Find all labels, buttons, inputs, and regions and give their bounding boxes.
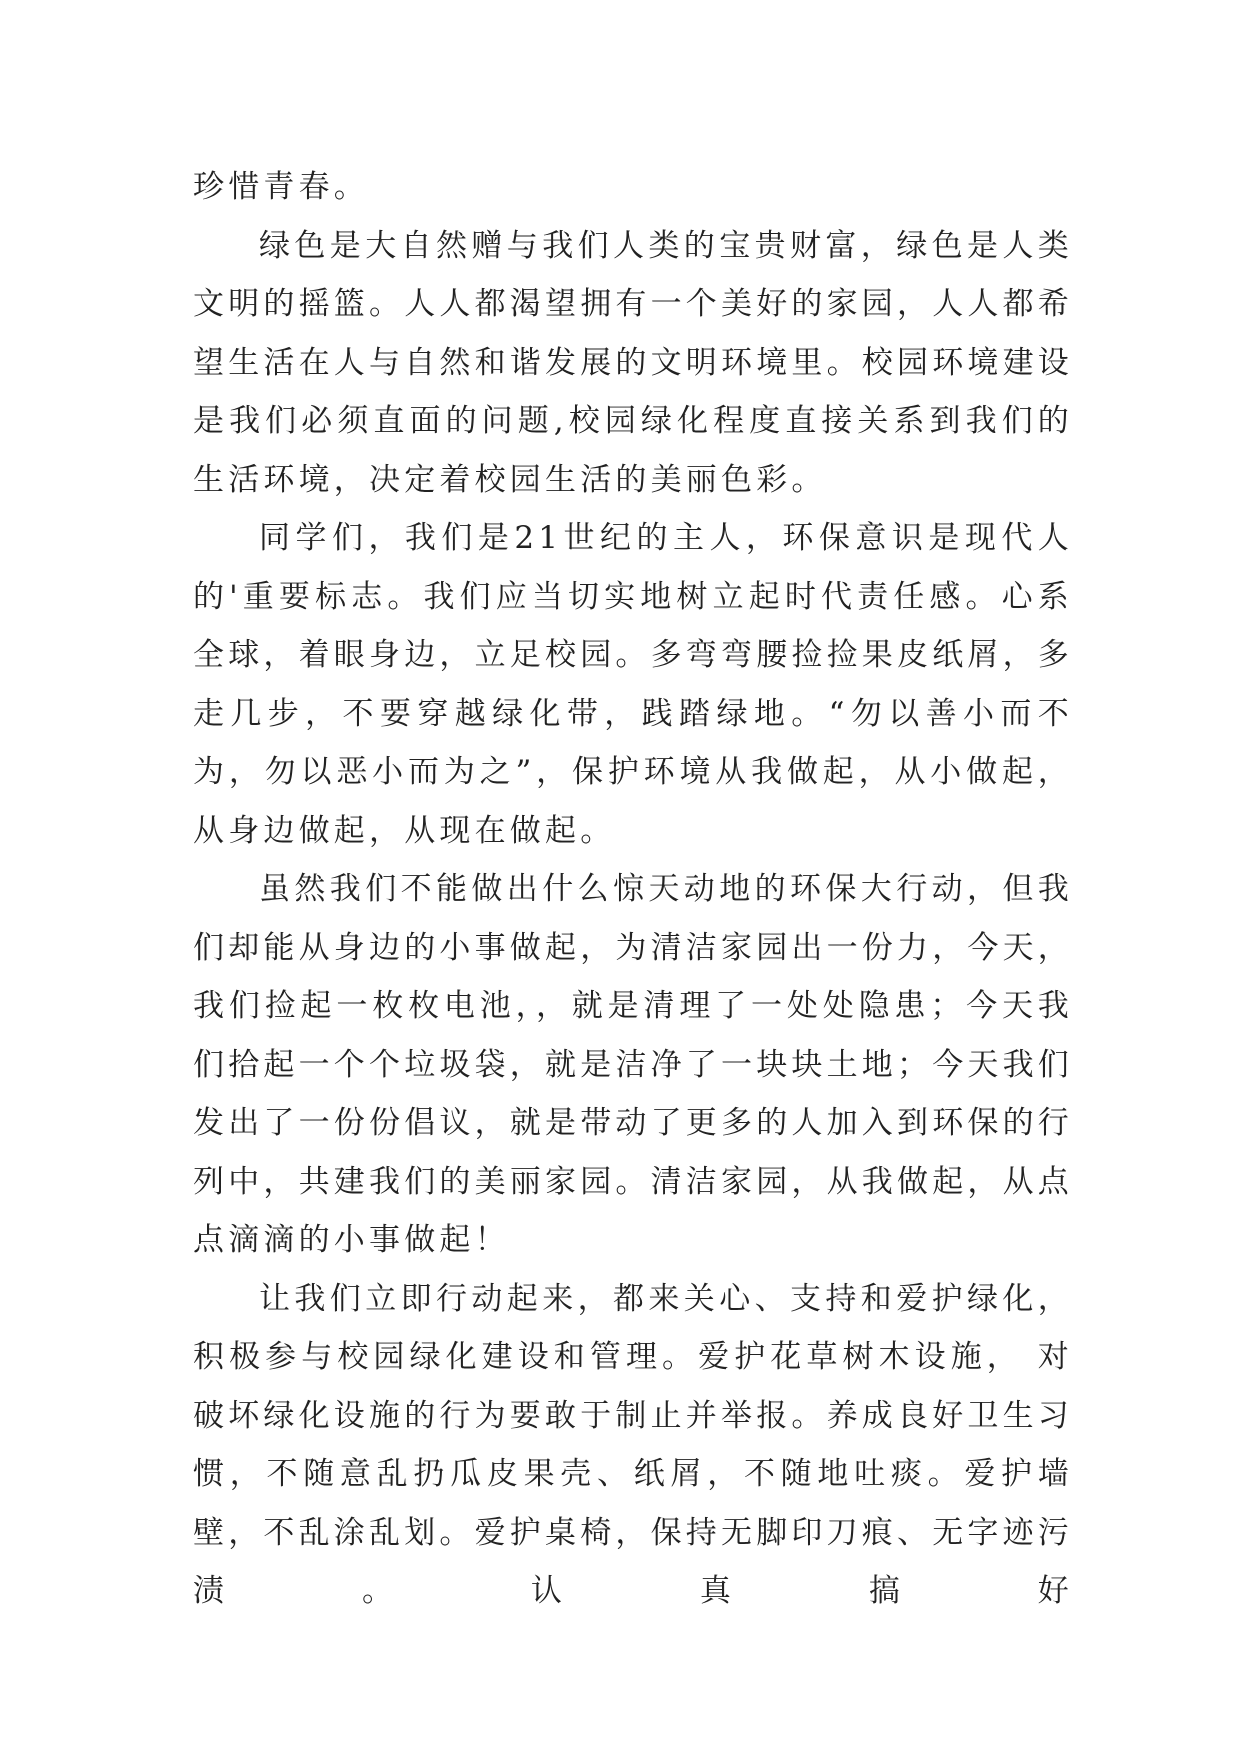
paragraph-1: 珍惜青春。: [193, 169, 369, 205]
document-body: [193, 158, 1073, 1621]
paragraph-5: 让我们立即行动起来，都来关心、支持和爱护绿化，积极参与校园绿化建设和管理。爱护花草树木设施， 对破坏绿化设施的行为要敢于制止并举报。养成良好卫生习惯，不随意乱扔瓜皮果壳、纸屑，不随地吐痰。爱护墙壁，不乱涂乱划。爱护桌椅，保持无脚印刀痕、无字迹污渍。认真搞好: [193, 1280, 1073, 1609]
paragraph-2: 绿色是大自然赠与我们人类的宝贵财富，绿色是人类文明的摇篮。人人都渴望拥有一个美好的家园，人人都希望生活在人与自然和谐发展的文明环境里。校园环境建设是我们必须直面的问题,校园绿化程度直接关系到我们的生活环境，决定着校园生活的美丽色彩。: [193, 227, 1073, 498]
paragraph-3: 同学们，我们是21世纪的主人，环保意识是现代人的'重要标志。我们应当切实地树立起时代责任感。心系全球，着眼身边，立足校园。多弯弯腰捡捡果皮纸屑，多走几步，不要穿越绿化带，践踏绿地。“勿以善小而不为，勿以恶小而为之”，保护环境从我做起，从小做起，从身边做起，从现在做起。: [193, 520, 1073, 849]
paragraph-4: 虽然我们不能做出什么惊天动地的环保大行动，但我们却能从身边的小事做起，为清洁家园出一份力，今天，我们捡起一枚枚电池，，就是清理了一处处隐患；今天我们拾起一个个垃圾袋，就是洁净了一块块土地；今天我们发出了一份份倡议，就是带动了更多的人加入到环保的行列中，共建我们的美丽家园。清洁家园，从我做起，从点点滴滴的小事做起！: [193, 871, 1073, 1258]
